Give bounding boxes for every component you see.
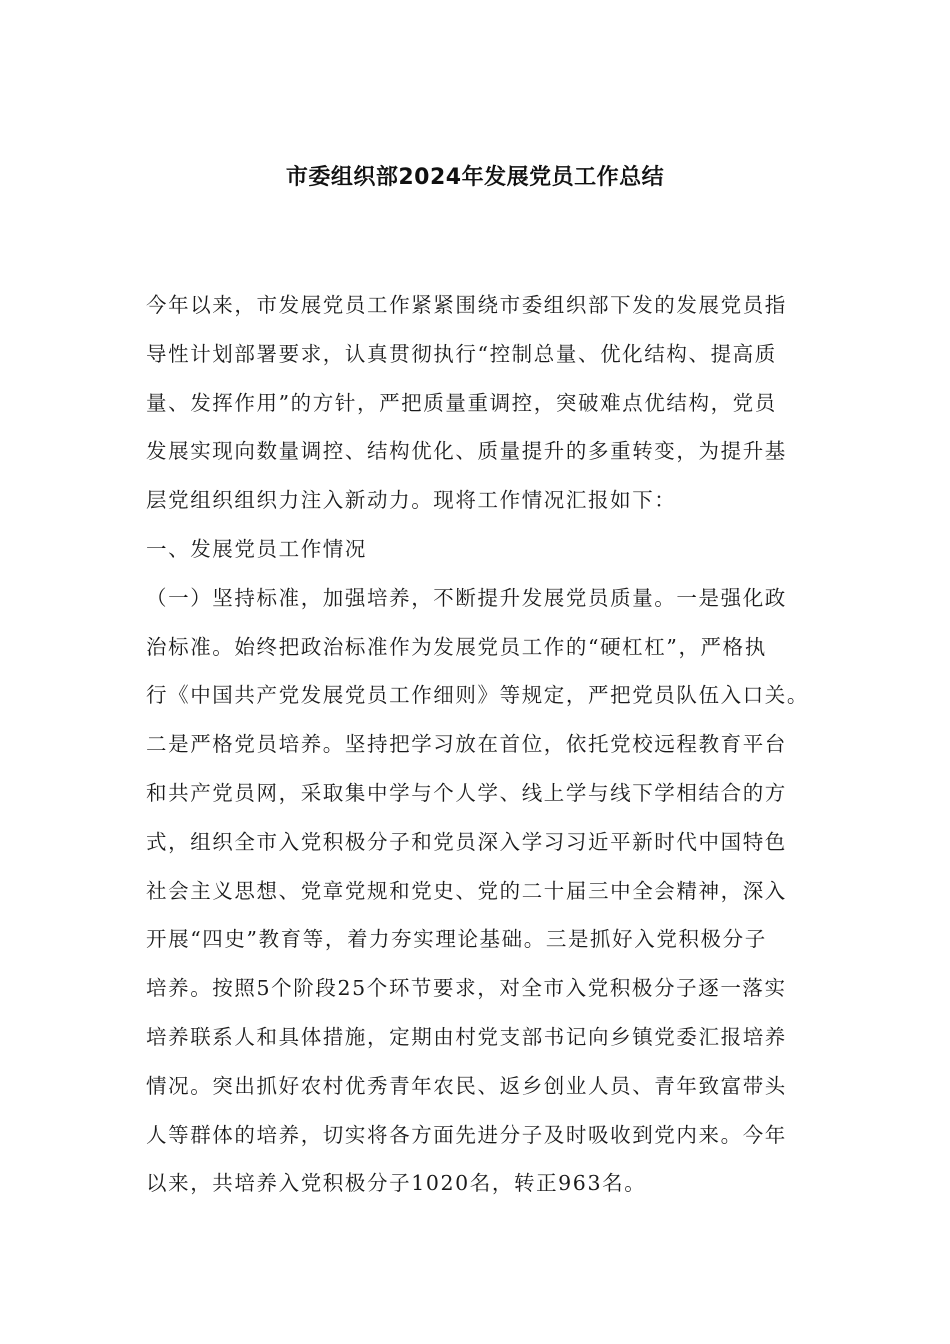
paragraph-line: 人等群体的培养，切实将各方面先进分子及时吸收到党内来。今年: [146, 1122, 787, 1147]
paragraph-line: 导性计划部署要求，认真贯彻执行“控制总量、优化结构、提高质: [146, 341, 777, 366]
paragraph-line: 社会主义思想、党章党规和党史、党的二十届三中全会精神，深入: [146, 878, 787, 903]
paragraph-line: 行《中国共产党发展党员工作细则》等规定，严把党员队伍入口关。: [146, 683, 809, 708]
paragraph-line: 层党组织组织力注入新动力。现将工作情况汇报如下：: [146, 488, 677, 513]
paragraph-line: （一）坚持标准，加强培养，不断提升发展党员质量。一是强化政: [146, 585, 787, 610]
paragraph-line: 式，组织全市入党积极分子和党员深入学习习近平新时代中国特色: [146, 829, 787, 854]
paragraph-line: 二是严格党员培养。坚持把学习放在首位，依托党校远程教育平台: [146, 732, 787, 757]
paragraph-line: 治标准。始终把政治标准作为发展党员工作的“硬杠杠”，严格执: [146, 634, 767, 659]
paragraph-line: 培养。按照5个阶段25个环节要求，对全市入党积极分子逐一落实: [146, 976, 787, 1001]
paragraph-line: 培养联系人和具体措施，定期由村党支部书记向乡镇党委汇报培养: [146, 1024, 787, 1049]
paragraph-line: 情况。突出抓好农村优秀青年农民、返乡创业人员、青年致富带头: [146, 1073, 787, 1098]
paragraph-line: 量、发挥作用”的方针，严把质量重调控，突破难点优结构，党员: [146, 390, 777, 415]
section-heading: 一、发展党员工作情况: [146, 536, 367, 561]
document-body: [146, 281, 826, 1208]
paragraph-line: 今年以来，市发展党员工作紧紧围绕市委组织部下发的发展党员指: [146, 293, 787, 317]
paragraph-line: 以来，共培养入党积极分子1020名，转正963名。: [146, 1171, 647, 1196]
paragraph-line: 发展实现向数量调控、结构优化、质量提升的多重转变，为提升基: [146, 439, 787, 464]
paragraph-line: 开展“四史”教育等，着力夯实理论基础。三是抓好入党积极分子: [146, 927, 767, 952]
document-title: 市委组织部2024年发展党员工作总结: [285, 165, 665, 190]
paragraph-line: 和共产党员网，采取集中学与个人学、线上学与线下学相结合的方: [146, 780, 787, 805]
